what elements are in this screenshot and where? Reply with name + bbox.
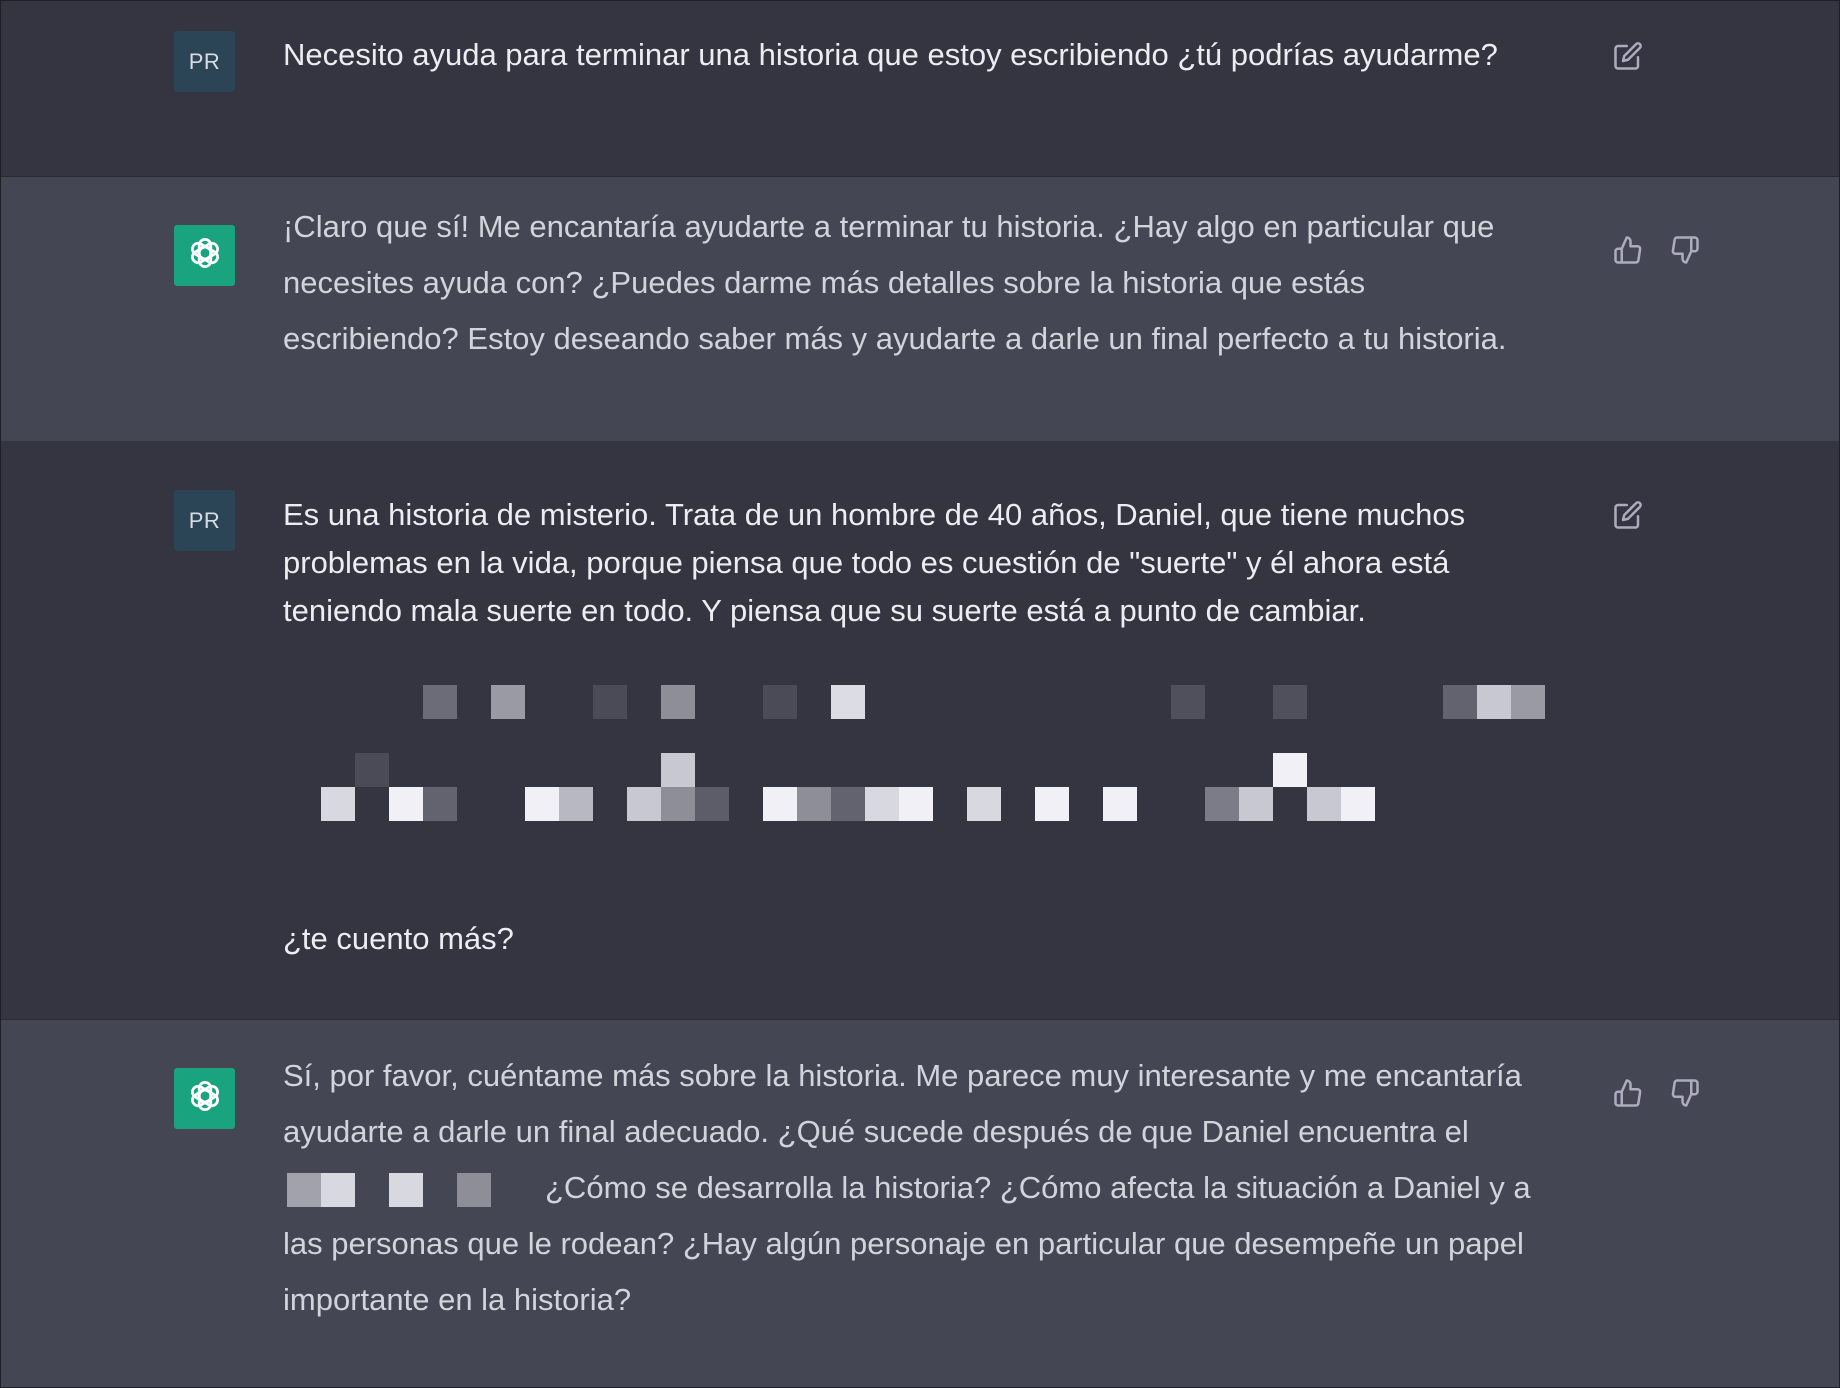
message-line: teniendo mala suerte en todo. Y piensa que su suerte está a punto de cambiar.: [283, 593, 1366, 628]
assistant-message-text: [283, 1048, 1531, 1328]
redaction-pixel: [389, 1173, 423, 1207]
redaction-pixel: [967, 787, 1001, 821]
thumbs-up-icon[interactable]: [1611, 1076, 1645, 1110]
redaction-pixel: [525, 787, 559, 821]
message-line: ayudarte a darle un final adecuado. ¿Qué sucede después de que Daniel encuentra el: [283, 1114, 1469, 1149]
message-line: [283, 1160, 1531, 1216]
message-line-text: ¿Cómo se desarrolla la historia? ¿Cómo afecta la situación a Daniel y a: [545, 1170, 1531, 1205]
thumbs-down-icon[interactable]: [1668, 233, 1702, 267]
user-message-text-continued: [283, 915, 514, 963]
redaction-pixel: [661, 685, 695, 719]
redaction-pixel: [1477, 685, 1511, 719]
redaction-pixel: [321, 1173, 355, 1207]
redacted-inline: [283, 1173, 545, 1207]
redaction-pixel: [627, 787, 661, 821]
redaction-pixel: [423, 787, 457, 821]
message-line: escribiendo? Estoy deseando saber más y ayudarte a darle un final perfecto a tu historia.: [283, 321, 1507, 356]
thumbs-down-icon[interactable]: [1668, 1076, 1702, 1110]
redaction-pixel: [1103, 787, 1137, 821]
redaction-pixel: [423, 685, 457, 719]
redaction-pixel: [899, 787, 933, 821]
message-line: las personas que le rodean? ¿Hay algún personaje en particular que desempeñe un papel: [283, 1226, 1524, 1261]
redaction-pixel: [831, 787, 865, 821]
message-line: Es una historia de misterio. Trata de un hombre de 40 años, Daniel, que tiene muchos: [283, 497, 1466, 532]
redaction-pixel: [695, 787, 729, 821]
redaction-pixel: [797, 787, 831, 821]
user-message: [1, 441, 1839, 1019]
assistant-message: [1, 1020, 1839, 1388]
message-line: ¿te cuento más?: [283, 921, 514, 956]
redaction-pixel: [457, 1173, 491, 1207]
redacted-text-block: [285, 685, 1555, 845]
redaction-pixel: [491, 685, 525, 719]
redaction-pixel: [763, 685, 797, 719]
assistant-message: [1, 177, 1839, 441]
message-line: problemas en la vida, porque piensa que todo es cuestión de "suerte" y él ahora está: [283, 545, 1450, 580]
redaction-pixel: [559, 787, 593, 821]
user-message: [1, 1, 1839, 176]
message-line: Necesito ayuda para terminar una historia que estoy escribiendo ¿tú podrías ayudarme?: [283, 37, 1498, 72]
message-line: Sí, por favor, cuéntame más sobre la historia. Me parece muy interesante y me encantaría: [283, 1058, 1522, 1093]
redaction-pixel: [1307, 787, 1341, 821]
edit-icon[interactable]: [1611, 39, 1645, 73]
redaction-pixel: [1171, 685, 1205, 719]
redaction-pixel: [1443, 685, 1477, 719]
user-message-text: [283, 491, 1465, 635]
openai-logo-icon: [184, 232, 226, 279]
edit-icon[interactable]: [1611, 498, 1645, 532]
redaction-pixel: [389, 787, 423, 821]
redaction-pixel: [1239, 787, 1273, 821]
user-avatar: [174, 490, 235, 551]
redaction-pixel: [1035, 787, 1069, 821]
assistant-message-text: [283, 199, 1507, 367]
redaction-pixel: [661, 753, 695, 787]
message-line: ¡Claro que sí! Me encantaría ayudarte a terminar tu historia. ¿Hay algo en particular que: [283, 209, 1495, 244]
thumbs-up-icon[interactable]: [1611, 233, 1645, 267]
redaction-pixel: [661, 787, 695, 821]
redaction-pixel: [1273, 685, 1307, 719]
redaction-pixel: [831, 685, 865, 719]
redaction-pixel: [763, 787, 797, 821]
redaction-pixel: [593, 685, 627, 719]
redaction-pixel: [865, 787, 899, 821]
openai-logo-icon: [184, 1075, 226, 1122]
user-avatar-initials: PR: [188, 507, 221, 533]
user-avatar-initials: PR: [188, 48, 221, 74]
redaction-pixel: [1511, 685, 1545, 719]
redaction-pixel: [1205, 787, 1239, 821]
redaction-pixel: [1341, 787, 1375, 821]
message-line: necesites ayuda con? ¿Puedes darme más detalles sobre la historia que estás: [283, 265, 1366, 300]
redaction-pixel: [1273, 753, 1307, 787]
redaction-pixel: [355, 753, 389, 787]
assistant-avatar: [174, 1068, 235, 1129]
redaction-pixel: [287, 1173, 321, 1207]
user-message-text: [283, 31, 1498, 79]
redaction-pixel: [321, 787, 355, 821]
assistant-avatar: [174, 225, 235, 286]
message-line: importante en la historia?: [283, 1282, 632, 1317]
user-avatar: [174, 31, 235, 92]
